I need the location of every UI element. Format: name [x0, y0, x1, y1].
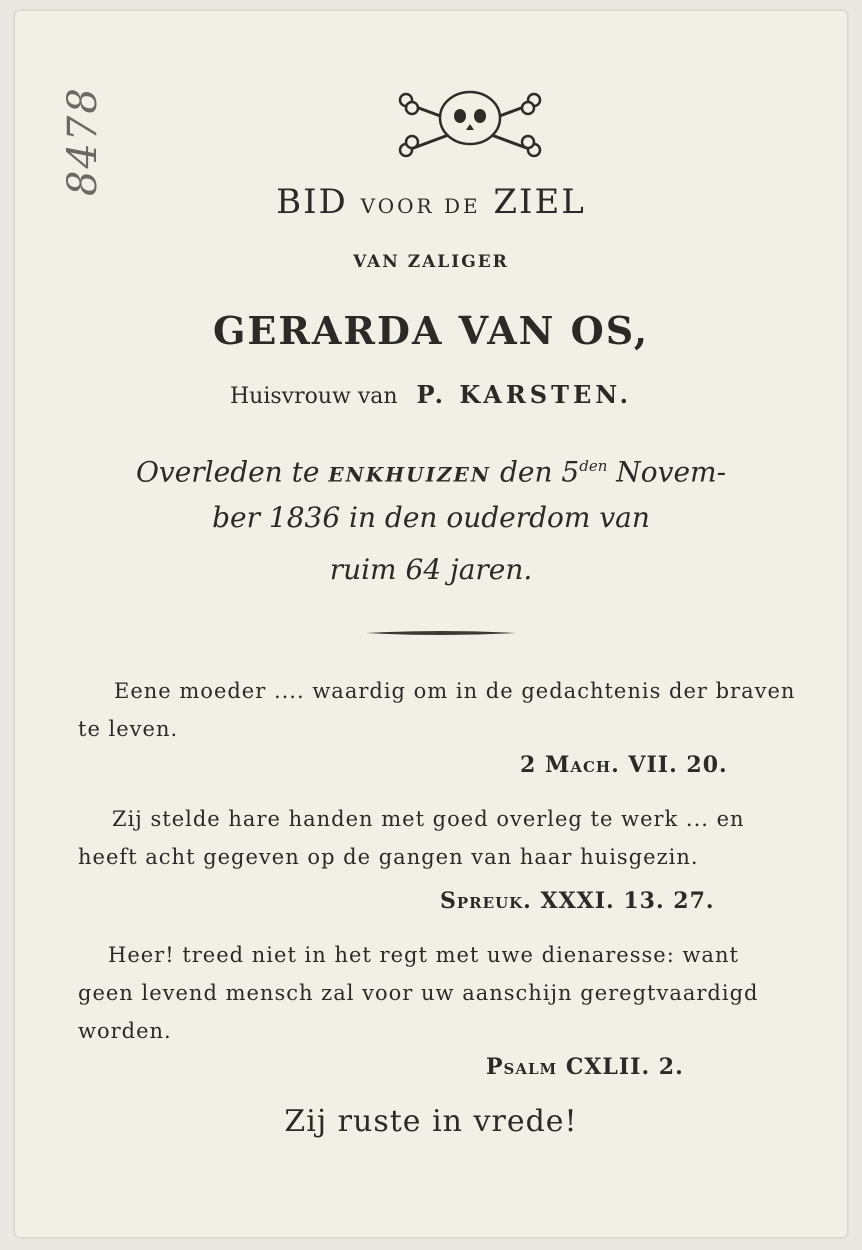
spouse-name: P. KARSTEN. — [416, 380, 633, 409]
verse-1: Eene moeder .... waardig om in de gedachtenis der braven te leven. — [78, 679, 796, 741]
verse-2: Zij stelde hare handen met goed overleg te werk ... en heeft acht gegeven op de gangen van haar huisgezin. — [78, 807, 745, 869]
spouse-prefix: Huisvrouw van — [229, 384, 398, 409]
death-line-2: ber 1836 in den ouderdom van — [212, 501, 650, 534]
spouse-line — [0, 380, 862, 409]
ref3-book: Psalm — [486, 1054, 558, 1080]
death-text-a: Overleden te — [135, 455, 320, 489]
heading-voor-de: VOOR DE — [360, 194, 481, 218]
closing-line: Zij ruste in vrede! — [284, 1104, 578, 1139]
ref3-rest: CXLII. 2. — [565, 1054, 684, 1080]
reference-3 — [486, 1054, 684, 1080]
death-text-b: den 5 — [500, 455, 580, 489]
deceased-name: GERARDA VAN OS, — [212, 308, 650, 353]
skull-crossbones-icon — [396, 84, 544, 164]
death-text-c: Novem- — [616, 455, 727, 489]
heading-ziel: ZIEL — [493, 182, 586, 222]
ref1-number: 2 — [520, 752, 537, 778]
verse-3: Heer! treed niet in het regt met uwe dienaresse: want geen levend mensch zal voor uw aanschijn geregtvaardigd worden. — [78, 943, 759, 1043]
death-line-3: ruim 64 jaren. — [329, 553, 533, 586]
ornamental-rule — [366, 630, 516, 636]
prayer-heading — [0, 182, 862, 222]
death-place: ENKHUIZEN — [328, 462, 492, 487]
ref2-book: Spreuk. — [440, 888, 532, 914]
handwritten-inventory-number: 8478 — [60, 86, 106, 196]
van-zaliger-line: VAN ZALIGER — [353, 252, 509, 272]
heading-bid: BID — [276, 182, 348, 222]
reference-1 — [520, 752, 728, 778]
reference-2 — [440, 888, 715, 914]
ref2-rest: XXXI. 13. 27. — [540, 888, 715, 914]
ref1-rest: VII. 20. — [628, 752, 728, 778]
death-sup: den — [579, 457, 608, 475]
ref1-book: Mach. — [544, 752, 620, 778]
